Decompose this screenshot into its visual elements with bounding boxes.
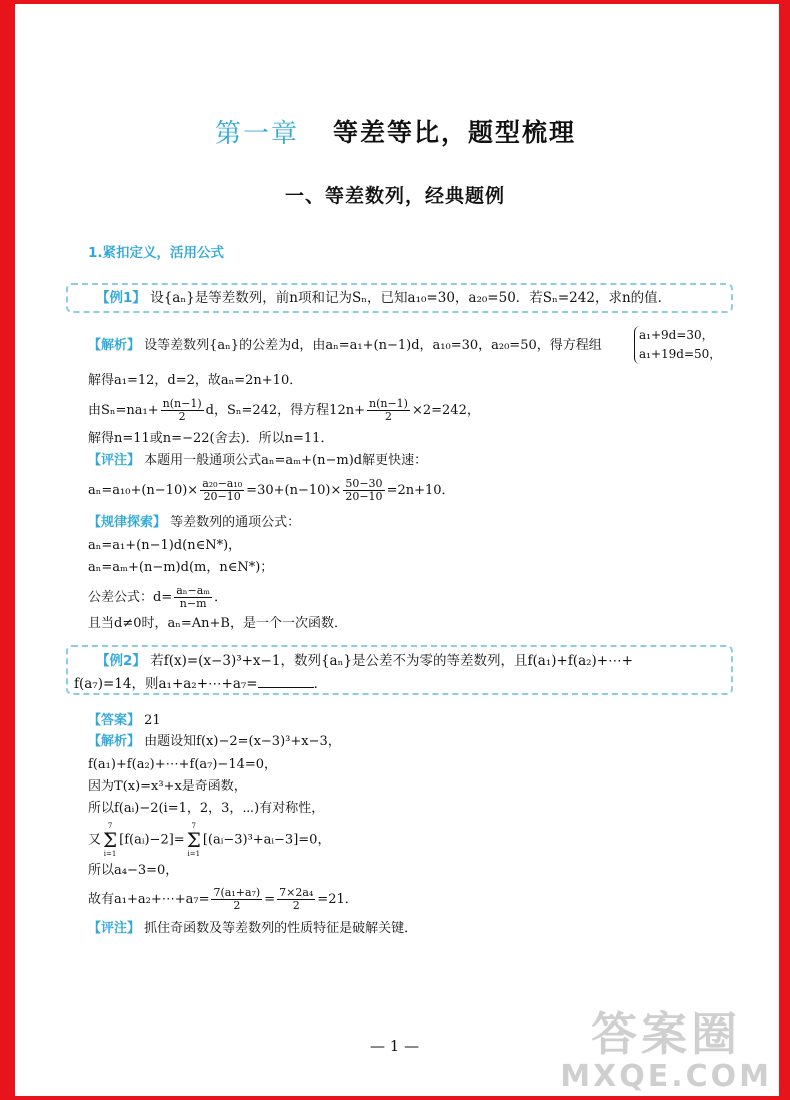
- example1-comment: 本题用一般通项公式aₙ=aₘ+(n−m)d解更快速：: [144, 453, 428, 468]
- example2-line3: 因为T(x)=x³+x是奇函数，: [88, 779, 247, 794]
- example1-analysis-tag: 【解析】: [88, 338, 141, 353]
- watermark: [560, 1008, 772, 1094]
- fraction: [161, 398, 204, 423]
- example1-rule-intro: 等差数列的通项公式：: [170, 515, 301, 530]
- system-equation-2: a₁+19d=50，: [639, 347, 722, 361]
- fraction: [277, 887, 315, 912]
- fraction-denominator: 2: [384, 410, 392, 423]
- fraction: [343, 478, 384, 503]
- section-title: 一、等差数列，经典题例: [285, 185, 506, 207]
- chapter-title: 等差等比，题型梳理: [333, 118, 577, 147]
- answer-blank: [258, 675, 314, 688]
- sigma-lower-limit: i=1: [187, 850, 201, 858]
- fraction: [367, 398, 410, 423]
- example2-analysis-line: [88, 734, 341, 750]
- fraction-numerator: a₂₀−a₁₀: [202, 477, 243, 490]
- example2-question-line2: [74, 675, 327, 692]
- subsection-title: 1.紧扣定义，活用公式: [88, 245, 225, 261]
- fraction: [174, 585, 212, 610]
- result-part-a: 故有a₁+a₂+⋯+a₇=: [88, 892, 210, 907]
- example1-rule-tag: 【规律探索】: [88, 515, 167, 530]
- fraction-numerator: 7×2a₄: [279, 886, 314, 899]
- example1-comment-tag: 【评注】: [88, 453, 141, 468]
- example2-question-line1: [96, 653, 633, 669]
- rule-line3-part-a: 公差公式：d=: [88, 590, 173, 605]
- fraction-denominator: 2: [233, 899, 241, 912]
- example2-comment-tag: 【评注】: [88, 921, 141, 936]
- example1-line2: 解得a₁=12，d=2，故aₙ=2n+10．: [88, 373, 303, 388]
- example1-rule-line3: [88, 585, 227, 610]
- example2-comment: 抓住奇函数及等差数列的性质特征是破解关键．: [144, 921, 418, 936]
- example2-tag: 【例2】: [96, 653, 146, 669]
- formula-part-a: aₙ=a₁₀+(n−10)×: [88, 483, 199, 498]
- example1-formula: [88, 478, 455, 503]
- rule-line3-part-b: ．: [214, 590, 228, 605]
- watermark-url: MXQE.COM: [560, 1059, 772, 1094]
- fraction-numerator: n(n−1): [369, 397, 408, 410]
- example2-line2: f(a₁)+f(a₂)+⋯+f(a₇)−14=0，: [88, 757, 278, 772]
- example1-rule-line1: aₙ=a₁+(n−1)d(n∈N*)，: [88, 538, 242, 553]
- fraction-numerator: aₙ−aₘ: [176, 584, 211, 597]
- example1-rule-line4: 且当d≠0时，aₙ=An+B，是一个一次函数．: [88, 616, 347, 631]
- result-part-b: =: [264, 892, 276, 907]
- example1-line3: [88, 398, 480, 423]
- system-equation-1: a₁+9d=30，: [639, 328, 714, 342]
- watermark-text: 答案圈: [591, 1007, 742, 1061]
- summation-symbol: 7 Σ i=1: [186, 822, 201, 858]
- fraction-numerator: n(n−1): [162, 397, 202, 410]
- formula-part-c: =2n+10．: [386, 483, 455, 498]
- example2-result-line: [88, 887, 358, 912]
- example2-question-1: 若f(x)=(x−3)³+x−1，数列{aₙ}是公差不为零的等差数列，且f(a₁)+f(a₂)+⋯+: [150, 653, 633, 669]
- equation-system: [634, 326, 721, 364]
- summation-symbol: 7 Σ i=1: [103, 822, 118, 858]
- fraction-denominator: 2: [178, 410, 186, 423]
- fraction: [200, 478, 244, 503]
- example2-answer: 21: [144, 713, 161, 728]
- example2-analysis-text: 由题设知f(x)−2=(x−3)³+x−3，: [144, 734, 341, 749]
- fraction-denominator: 20−10: [203, 490, 241, 503]
- line3-part-b: d，Sₙ=242，得方程12n+: [205, 403, 365, 418]
- formula-part-b: =30+(n−10)×: [246, 483, 342, 498]
- example2-question-2: f(a₇)=14，则a₁+a₂+⋯+a₇=: [74, 676, 258, 692]
- fraction-denominator: 20−10: [345, 490, 383, 503]
- line3-part-a: 由Sₙ=na₁+: [88, 403, 159, 418]
- page-number: — 1 —: [370, 1037, 420, 1055]
- sigma-upper-limit: 7: [191, 822, 196, 830]
- example1-analysis-text: 设等差数列{aₙ}的公差为d，由aₙ=a₁+(n−1)d，a₁₀=30，a₂₀=50，得方程组: [144, 338, 602, 353]
- sum-line-middle: [f(aᵢ)−2]=: [119, 832, 185, 848]
- fraction-numerator: 50−30: [345, 477, 383, 490]
- result-part-c: =21．: [317, 892, 358, 907]
- line3-part-c: ×2=242，: [411, 403, 480, 418]
- example1-rule-line2: aₙ=aₘ+(n−m)d(m，n∈N*)；: [88, 560, 274, 575]
- fraction-denominator: 2: [292, 899, 300, 912]
- example1-line4: 解得n=11或n=−22(舍去)．所以n=11．: [88, 431, 334, 446]
- example2-comment-line: [88, 921, 417, 937]
- example2-question-end: ．: [313, 676, 328, 692]
- example1-analysis-line: [88, 338, 602, 354]
- fraction-denominator: n−m: [179, 597, 207, 610]
- sigma-lower-limit: i=1: [103, 850, 117, 858]
- example2-answer-line: [88, 713, 161, 729]
- example2-line4: 所以f(aᵢ)−2(i=1，2，3，⋯)有对称性，: [88, 801, 325, 816]
- sum-line-end: [(aᵢ−3)³+aᵢ−3]=0，: [202, 832, 331, 848]
- sum-line-prefix: 又: [88, 832, 102, 848]
- example2-answer-tag: 【答案】: [88, 713, 141, 728]
- example1-comment-line: [88, 453, 427, 469]
- example1-tag: 【例1】: [96, 290, 146, 306]
- example2-sum-line: [88, 822, 330, 858]
- fraction-numerator: 7(a₁+a₇): [213, 886, 261, 899]
- example1-rule-line: [88, 515, 300, 531]
- example2-line6: 所以a₄−3=0，: [88, 863, 179, 878]
- example2-analysis-tag: 【解析】: [88, 734, 141, 749]
- example1-question: 设{aₙ}是等差数列，前n项和记为Sₙ，已知a₁₀=30，a₂₀=50．若Sₙ=242，求n的值．: [150, 290, 672, 306]
- sigma-upper-limit: 7: [107, 822, 113, 830]
- example1-question-line: [96, 290, 671, 306]
- fraction: [211, 887, 262, 912]
- chapter-label: 第一章: [215, 119, 300, 148]
